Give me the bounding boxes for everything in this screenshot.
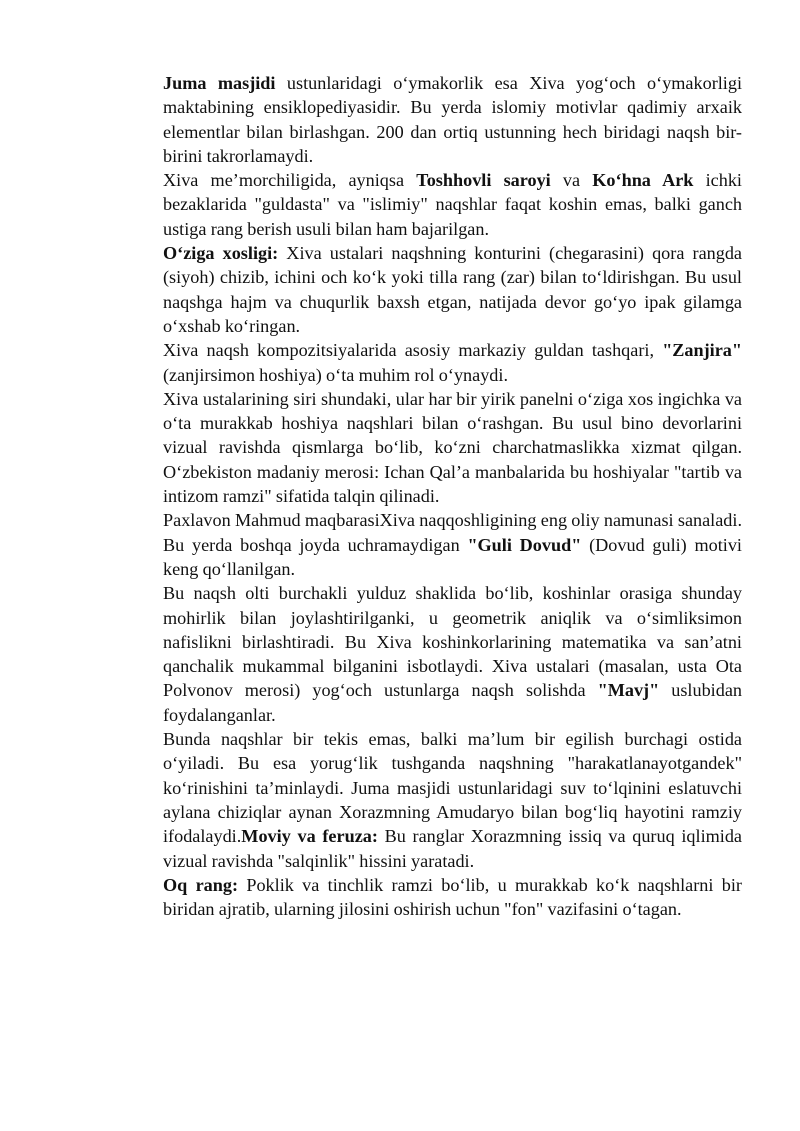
paragraph-zanjira: Xiva naqsh kompozitsiyalarida asosiy markaziy guldan tashqari, "Zanjira" (zanjirsimon hoshiya) o‘ta muhim rol o‘ynaydi.: [163, 340, 742, 385]
term-toshhovli-saroyi: Toshhovli saroyi: [416, 170, 551, 191]
paragraph-juma-masjidi: Juma masjidi ustunlaridagi o‘ymakorlik esa Xiva yog‘och o‘ymakorligi maktabining ensiklopediyasidir. Bu yerda islomiy motivlar qadimiy arxaik elementlar bilan birlashgan. 200 dan ortiq ustunning hech biridagi naqsh bir-birini takrorlamaydi.: [163, 73, 742, 166]
paragraph-oziga-xosligi: O‘ziga xosligi: Xiva ustalari naqshning konturini (chegarasini) qora rangda (siyoh) chizib, ichini och ko‘k yoki tilla rang (zar) bilan to‘ldirishgan. Bu usul naqshga hajm va chuqurlik baxsh etgan, natijada devor go‘yo ipak gilamga o‘xshab ko‘ringan.: [163, 243, 742, 336]
term-mavj: "Mavj": [597, 680, 660, 701]
term-oq-rang: Oq rang:: [163, 874, 239, 895]
term-oziga-xosligi: O‘ziga xosligi:: [163, 243, 279, 264]
term-guli-dovud: "Guli Dovud": [467, 534, 582, 555]
term-juma-masjidi: Juma masjidi: [163, 73, 276, 93]
term-kohna-ark: Ko‘hna Ark: [592, 170, 694, 191]
paragraph-paxlavon-mahmud: Paxlavon Mahmud maqbarasiXiva naqqoshligining eng oliy namunasi sanaladi. Bu yerda boshqa joyda uchramaydigan "Guli Dovud" (Dovud guli) motivi keng qo‘llanilgan.: [163, 510, 742, 579]
term-zanjira: "Zanjira": [662, 340, 742, 361]
document-body: [163, 71, 742, 921]
term-moviy-va-feruza: Moviy va feruza:: [241, 826, 378, 847]
paragraph-hoshiya: Xiva ustalarining siri shundaki, ular har bir yirik panelni o‘ziga xos ingichka va o‘ta murakkab hoshiya naqshlari bilan o‘rashgan. Bu usul bino devorlarini vizual ravishda qismlarga bo‘lib, ko‘zni charchatmaslikka xizmat qilgan. O‘zbekiston madaniy merosi: Ichan Qal’a manbalarida bu hoshiyalar "tartib va intizom ramzi" sifatida talqin qilinadi.: [163, 388, 742, 507]
paragraph-egilish-burchagi: Bunda naqshlar bir tekis emas, balki ma’lum bir egilish burchagi ostida o‘yiladi. Bu esa yorug‘lik tushganda naqshning "harakatlanayotgandek" ko‘rinishini ta’minlaydi. Juma masjidi ustunlaridagi suv to‘lqinini eslatuvchi aylana chiziqlar aynan Xorazmning Amudaryo bilan bog‘liq hayotini ramziy ifodalaydi.Moviy va feruza: Bu ranglar Xorazmning issiq va quruq iqlimida vizual ravishda "salqinlik" hissini yaratadi.: [163, 729, 742, 871]
paragraph-xiva-memorchiligi: Xiva me’morchiligida, ayniqsa Toshhovli saroyi va Ko‘hna Ark ichki bezaklarida "guldasta" va "islimiy" naqshlar faqat koshin emas, balki ganch ustiga rang berish usuli bilan ham bajarilgan.: [163, 170, 742, 239]
paragraph-oq-rang: Oq rang: Poklik va tinchlik ramzi bo‘lib, u murakkab ko‘k naqshlarni bir biridan ajratib, ularning jilosini oshirish uchun "fon" vazifasini o‘tagan.: [163, 874, 742, 920]
paragraph-yulduz-naqsh: Bu naqsh olti burchakli yulduz shaklida bo‘lib, koshinlar orasiga shunday mohirlik bilan joylashtirilganki, u geometrik aniqlik va o‘simliksimon nafislikni birlashtiradi. Bu Xiva koshinkorlarining matematika va san’atni qanchalik mukammal bilganini isbotlaydi. Xiva ustalari (masalan, usta Ota Polvonov merosi) yog‘och ustunlarga naqsh solishda "Mavj" uslubidan foydalanganlar.: [163, 583, 742, 725]
